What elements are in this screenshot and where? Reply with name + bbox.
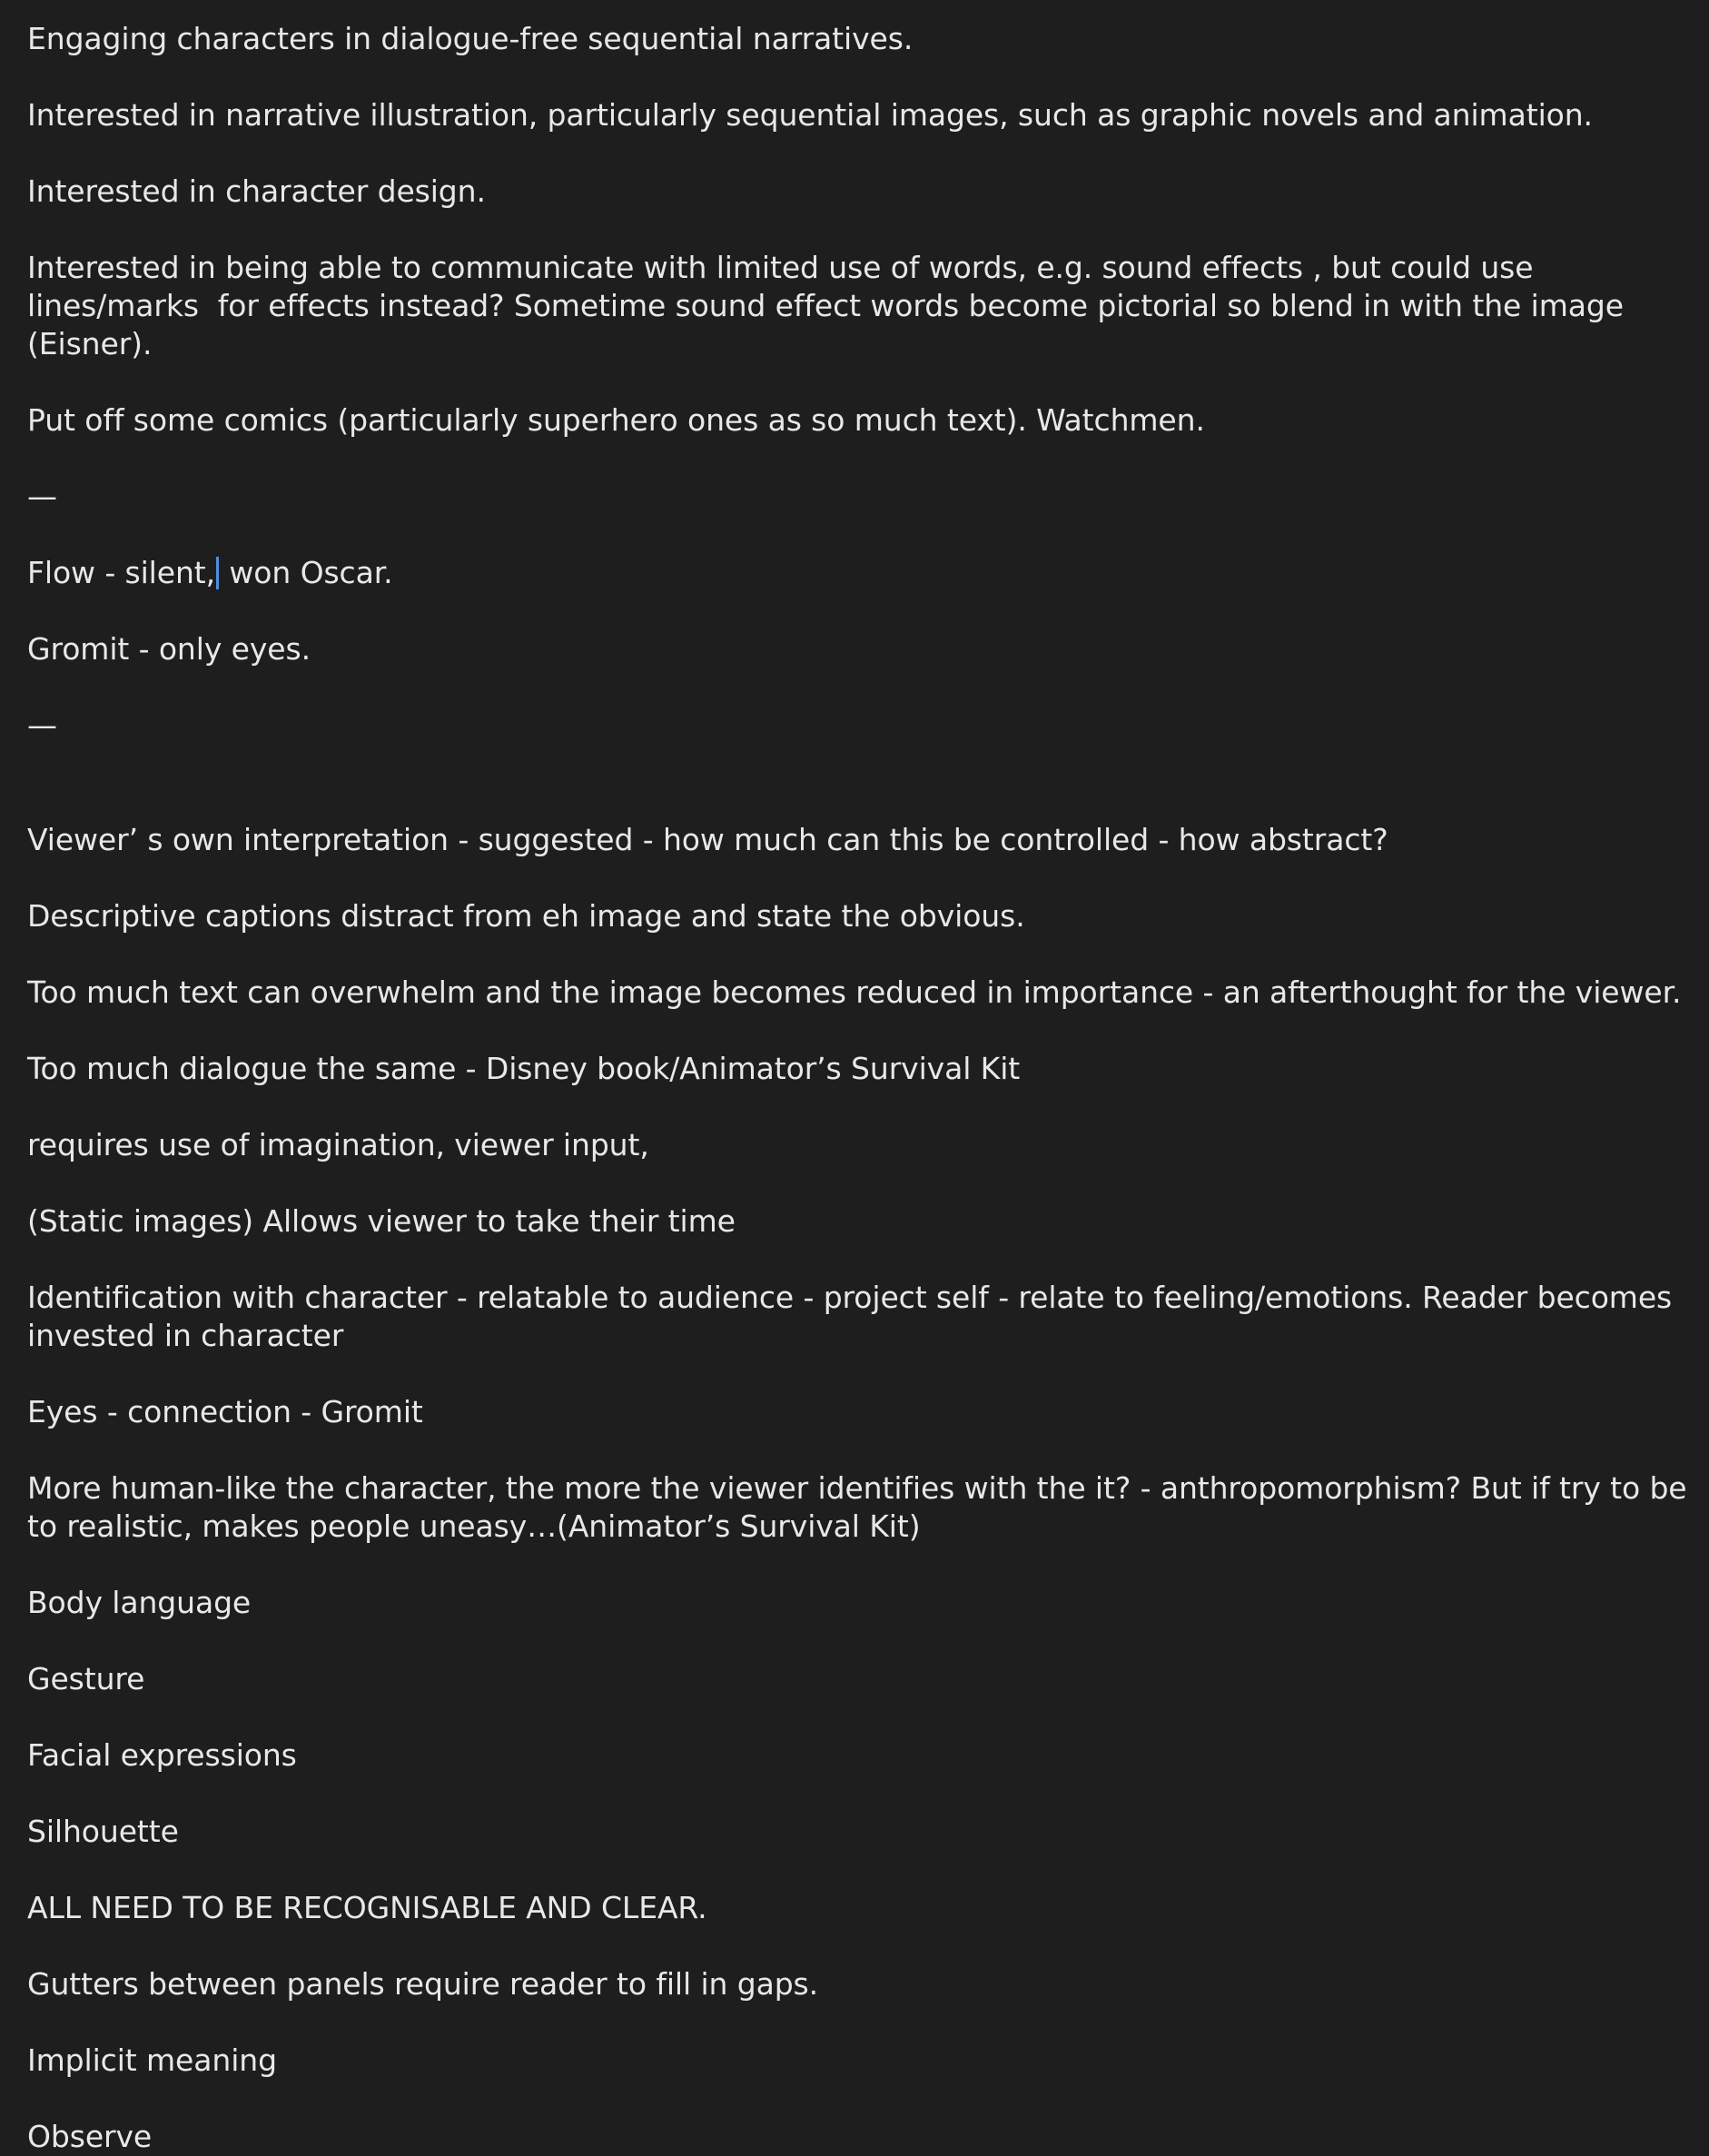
note-line[interactable]: Identification with character - relatable to audience - project self - relate to feeling/emotions. Reader becomes invested in character bbox=[27, 1280, 1682, 1353]
note-line-segment: won Oscar. bbox=[220, 555, 393, 590]
note-line[interactable]: Eyes - connection - Gromit bbox=[27, 1394, 423, 1429]
note-line[interactable]: Too much text can overwhelm and the image becomes reduced in importance - an afterthought for the viewer. bbox=[27, 974, 1682, 1010]
separator-line[interactable]: — bbox=[27, 707, 57, 743]
note-line[interactable]: Too much dialogue the same - Disney book/Animator’s Survival Kit bbox=[27, 1051, 1021, 1086]
note-line[interactable]: Gesture bbox=[27, 1661, 145, 1696]
note-line[interactable]: Descriptive captions distract from eh image and state the obvious. bbox=[27, 898, 1025, 934]
note-line[interactable]: Implicit meaning bbox=[27, 2042, 277, 2078]
note-line[interactable]: requires use of imagination, viewer input, bbox=[27, 1127, 649, 1162]
note-line[interactable]: More human-like the character, the more the viewer identifies with the it? - anthropomorphism? But if try to be to realistic, makes people uneasy…(Animator’s Survival Kit) bbox=[27, 1470, 1696, 1544]
note-line-with-cursor[interactable] bbox=[27, 554, 1687, 592]
note-line[interactable]: ALL NEED TO BE RECOGNISABLE AND CLEAR. bbox=[27, 1890, 707, 1925]
note-line[interactable]: Put off some comics (particularly superhero ones as so much text). Watchmen. bbox=[27, 402, 1205, 438]
note-line[interactable]: Observe bbox=[27, 2119, 153, 2154]
note-line[interactable]: Interested in being able to communicate with limited use of words, e.g. sound effects , but could use lines/marks for effects instead? Sometime sound effect words become pictorial so blend in with the image (Eisner). bbox=[27, 250, 1634, 361]
note-line[interactable]: Silhouette bbox=[27, 1814, 179, 1849]
note-line-segment: Flow - silent, bbox=[27, 555, 215, 590]
note-line[interactable]: Gutters between panels require reader to fill in gaps. bbox=[27, 1966, 819, 2002]
note-line[interactable]: Viewer’ s own interpretation - suggested - how much can this be controlled - how abstract? bbox=[27, 822, 1388, 857]
text-cursor bbox=[216, 557, 219, 589]
empty-line[interactable] bbox=[27, 783, 1687, 821]
note-line[interactable]: Interested in character design. bbox=[27, 173, 486, 209]
note-line[interactable]: Engaging characters in dialogue-free sequential narratives. bbox=[27, 21, 914, 56]
separator-line[interactable]: — bbox=[27, 479, 57, 514]
note-line[interactable]: Interested in narrative illustration, particularly sequential images, such as graphic novels and animation. bbox=[27, 97, 1593, 133]
note-line[interactable]: Facial expressions bbox=[27, 1737, 297, 1773]
note-line[interactable]: Body language bbox=[27, 1585, 252, 1620]
note-line[interactable]: (Static images) Allows viewer to take their time bbox=[27, 1203, 736, 1239]
note-line[interactable]: Gromit - only eyes. bbox=[27, 631, 311, 667]
